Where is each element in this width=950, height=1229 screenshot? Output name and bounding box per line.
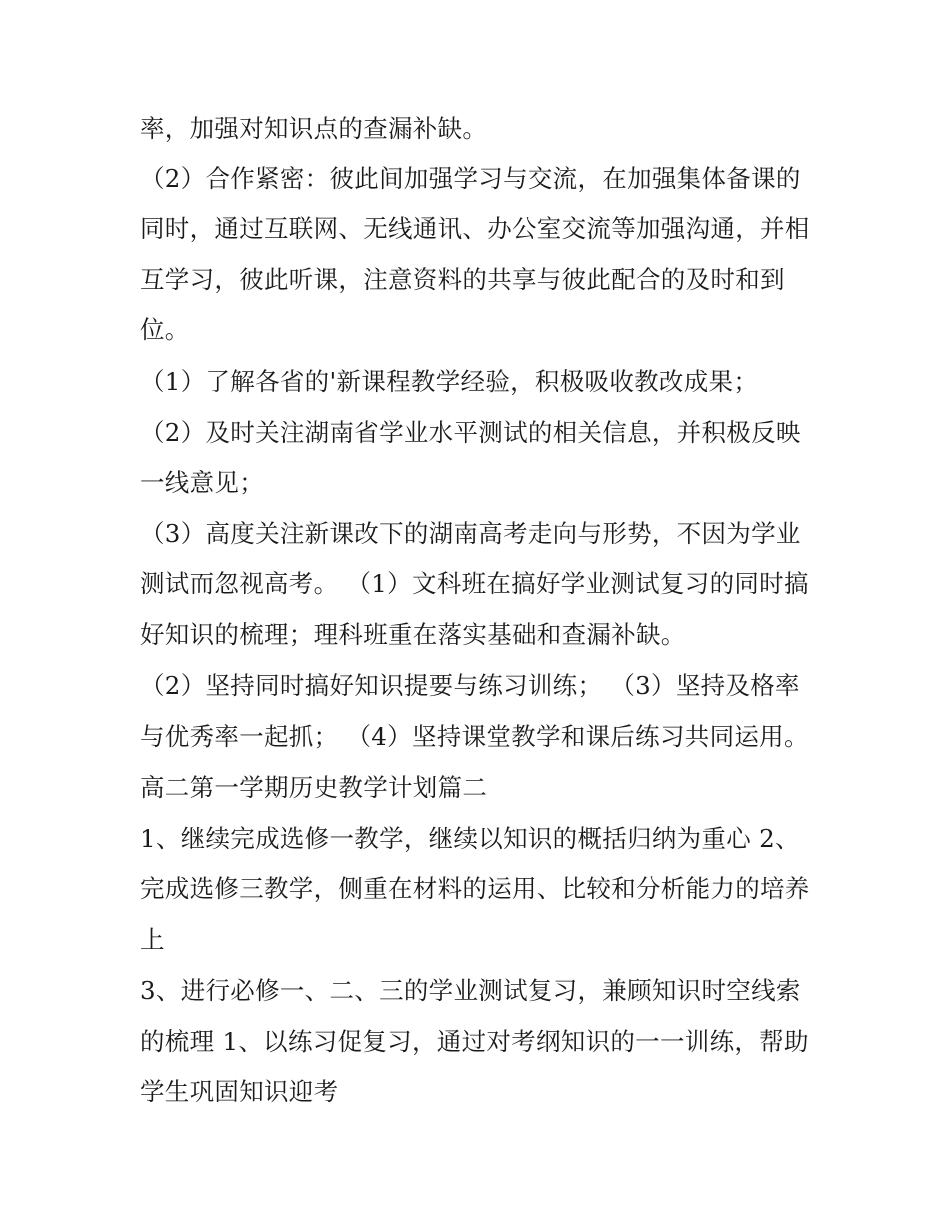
text-line: 3、进行必修一、二、三的学业测试复习，兼顾知识时空线索 [140,976,801,1005]
text-line: 上 [140,925,165,954]
text-line: 同时，通过互联网、无线通讯、办公室交流等加强沟通，并相 [140,214,810,243]
text-line: 测试而忽视高考。 （1）文科班在搞好学业测试复习的同时搞 [140,569,809,598]
text-line: 率，加强对知识点的查漏补缺。 [140,114,488,143]
text-line: 1、继续完成选修一教学，继续以知识的概括归纳为重心 2、 [140,824,800,853]
text-line: 完成选修三教学，侧重在材料的运用、比较和分析能力的培养 [140,874,810,903]
text-line: （2）及时关注湖南省学业水平测试的相关信息，并积极反映 [140,418,801,447]
text-line: 学生巩固知识迎考 [140,1077,339,1106]
text-line: 与优秀率一起抓； （4）坚持课堂教学和课后练习共同运用。 [140,722,809,751]
text-line: （2）坚持同时搞好知识提要与练习训练； （3）坚持及格率 [140,671,800,700]
text-line: （2）合作紧密：彼此间加强学习与交流，在加强集体备课的 [140,164,801,193]
text-line: （3）高度关注新课改下的湖南高考走向与形势，不因为学业 [140,519,801,548]
text-line: 互学习，彼此听课，注意资料的共享与彼此配合的及时和到 [140,265,785,294]
section-heading: 高二第一学期历史教学计划篇二 [140,773,488,802]
text-line: 的梳理 1、以练习促复习，通过对考纲知识的一一训练，帮助 [140,1027,809,1056]
text-line: （1）了解各省的'新课程教学经验，积极吸收教改成果； [140,367,759,396]
text-line: 好知识的梳理；理科班重在落实基础和查漏补缺。 [140,620,686,649]
text-line: 位。 [140,315,190,344]
text-line: 一线意见； [140,468,264,497]
